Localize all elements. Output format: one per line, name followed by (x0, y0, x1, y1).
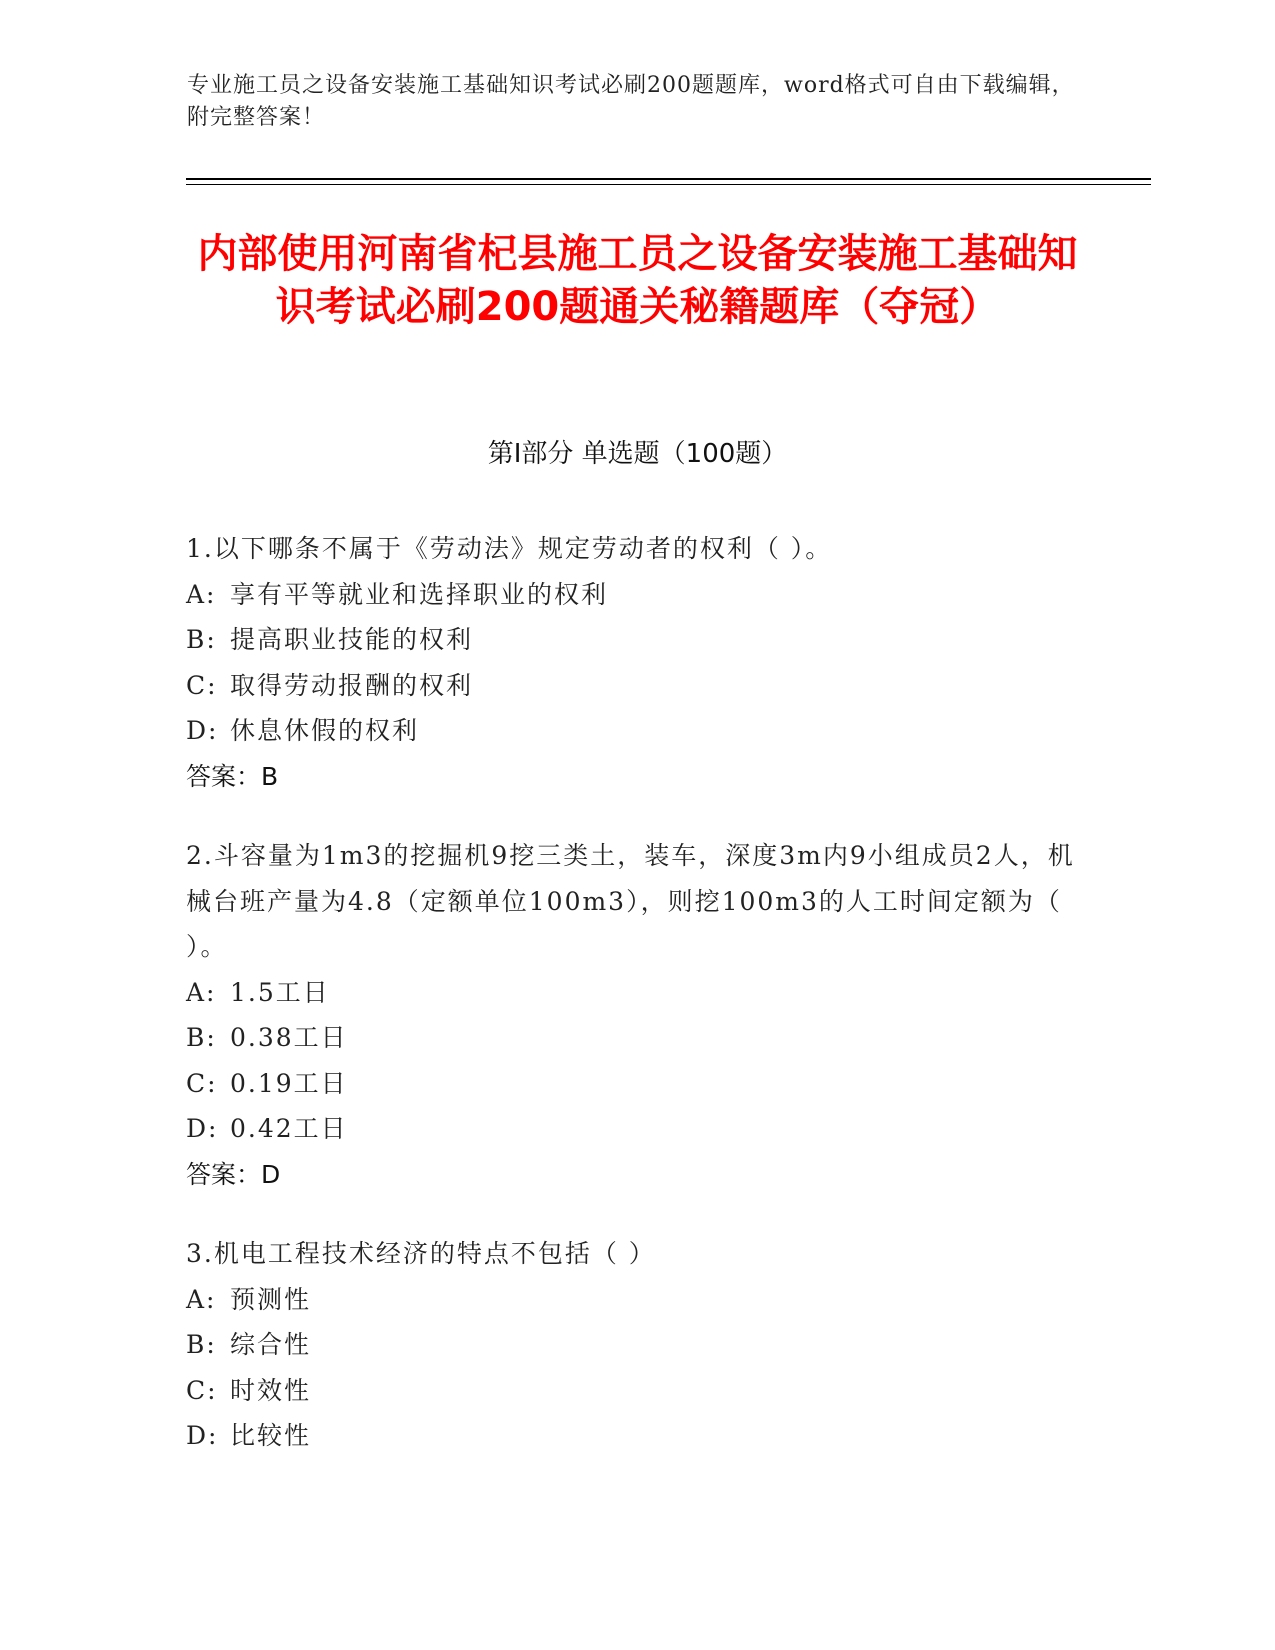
option-text: 休息休假的权利 (230, 716, 420, 745)
option-b (186, 617, 1076, 663)
document-title: 内部使用河南省杞县施工员之设备安装施工基础知识考试必刷200题通关秘籍题库（夺冠） (197, 231, 1078, 330)
option-c (186, 1368, 1076, 1414)
option-a (186, 572, 1076, 618)
question-list (186, 526, 1076, 1493)
header-note: 专业施工员之设备安装施工基础知识考试必刷200题题库，word格式可自由下载编辑，附完整答案！ (187, 73, 1075, 130)
question-1 (186, 526, 1076, 799)
option-key: D: (186, 716, 219, 745)
option-text: 0.38工日 (230, 1023, 348, 1052)
option-key: D: (186, 1421, 219, 1450)
question-stem: 1.以下哪条不属于《劳动法》规定劳动者的权利（ ）。 (186, 534, 833, 563)
option-key: A: (186, 579, 217, 609)
option-text: 1.5工日 (230, 977, 330, 1007)
answer-label: 答案：B (186, 761, 279, 791)
option-d (186, 1106, 1076, 1152)
question-2 (186, 833, 1076, 1197)
option-text: 提高职业技能的权利 (230, 625, 474, 654)
option-text: 预测性 (230, 1284, 312, 1314)
option-key: D: (186, 1114, 219, 1143)
section-heading: 第Ⅰ部分 单选题（100题） (487, 439, 788, 469)
option-key: A: (186, 977, 217, 1007)
option-a (186, 970, 1076, 1016)
header-rule-thick (186, 178, 1151, 180)
option-key: C: (186, 1068, 218, 1098)
option-c (186, 1061, 1076, 1107)
option-d (186, 1413, 1076, 1459)
question-stem: 3.机电工程技术经济的特点不包括（ ） (186, 1239, 656, 1268)
header-rule-thin (186, 184, 1151, 185)
option-text: 时效性 (230, 1375, 312, 1405)
option-key: B: (186, 1330, 217, 1359)
option-b (186, 1015, 1076, 1061)
option-c (186, 663, 1076, 709)
option-text: 享有平等就业和选择职业的权利 (230, 579, 609, 609)
option-key: C: (186, 670, 218, 700)
option-key: B: (186, 1023, 217, 1052)
answer-label: 答案：D (186, 1159, 281, 1189)
option-text: 0.42工日 (230, 1114, 348, 1143)
option-text: 综合性 (230, 1330, 312, 1359)
option-text: 0.19工日 (230, 1068, 348, 1098)
option-text: 取得劳动报酬的权利 (230, 670, 474, 700)
option-key: B: (186, 625, 217, 654)
option-d (186, 708, 1076, 754)
option-text: 比较性 (230, 1421, 312, 1450)
option-key: C: (186, 1375, 218, 1405)
option-key: A: (186, 1284, 217, 1314)
question-stem: 2.斗容量为1m3的挖掘机9挖三类土，装车，深度3m内9小组成员2人，机械台班产量为4.8（定额单位100m3），则挖100m3的人工时间定额为（ ）。 (186, 841, 1075, 961)
question-3 (186, 1231, 1076, 1459)
option-a (186, 1277, 1076, 1323)
option-b (186, 1322, 1076, 1368)
